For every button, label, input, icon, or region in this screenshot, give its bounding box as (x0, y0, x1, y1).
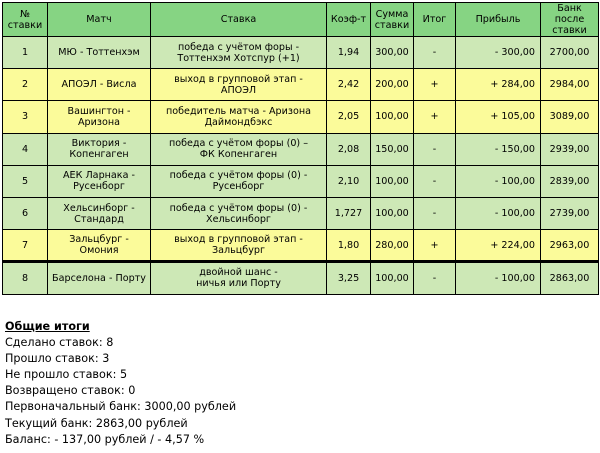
cell-coef: 2,10 (327, 165, 371, 197)
cell-num: 4 (3, 133, 48, 165)
cell-coef: 1,94 (327, 37, 371, 69)
cell-bet: двойной шанс - ничья или Порту (151, 262, 327, 294)
cell-bank: 2739,00 (541, 197, 599, 229)
header-match: Матч (48, 3, 151, 37)
cell-result: - (414, 197, 456, 229)
cell-amount: 100,00 (371, 262, 414, 294)
header-result: Итог (414, 3, 456, 37)
header-num: № ставки (3, 3, 48, 37)
cell-match: Вашингтон - Аризона (48, 101, 151, 133)
cell-bank: 2700,00 (541, 37, 599, 69)
cell-num: 2 (3, 69, 48, 101)
cell-profit: - 100,00 (456, 262, 541, 294)
cell-profit: + 284,00 (456, 69, 541, 101)
cell-profit: + 224,00 (456, 230, 541, 262)
table-row (3, 197, 599, 229)
cell-match: Хельсинборг - Стандард (48, 197, 151, 229)
cell-bet: победа с учётом форы (0) - Русенборг (151, 165, 327, 197)
cell-bank: 3089,00 (541, 101, 599, 133)
cell-match: АЕК Ларнака - Русенборг (48, 165, 151, 197)
cell-bank: 2963,00 (541, 230, 599, 262)
table-row (3, 262, 599, 294)
table-row (3, 230, 599, 262)
cell-profit: - 100,00 (456, 165, 541, 197)
cell-amount: 100,00 (371, 101, 414, 133)
summary-line: Баланс: - 137,00 рублей / - 4,57 % (5, 432, 205, 446)
cell-result: - (414, 262, 456, 294)
cell-result: - (414, 37, 456, 69)
cell-bank: 2863,00 (541, 262, 599, 294)
cell-coef: 1,727 (327, 197, 371, 229)
cell-match: МЮ - Тоттенхэм (48, 37, 151, 69)
cell-result: - (414, 165, 456, 197)
cell-profit: - 300,00 (456, 37, 541, 69)
summary-line: Не прошло ставок: 5 (5, 368, 128, 382)
cell-bank: 2984,00 (541, 69, 599, 101)
cell-coef: 2,05 (327, 101, 371, 133)
cell-bet: победа с учётом форы - Тоттенхэм Хотспур (+1) (151, 37, 327, 69)
summary-line: Прошло ставок: 3 (5, 352, 110, 366)
table-row (3, 69, 599, 101)
cell-bet: победа с учётом форы (0) – ФК Копенгаген (151, 133, 327, 165)
cell-amount: 200,00 (371, 69, 414, 101)
table-body (3, 37, 599, 295)
cell-amount: 150,00 (371, 133, 414, 165)
cell-coef: 1,80 (327, 230, 371, 262)
cell-result: + (414, 101, 456, 133)
cell-match: Виктория - Копенгаген (48, 133, 151, 165)
table-row (3, 37, 599, 69)
header-bet: Ставка (151, 3, 327, 37)
cell-num: 5 (3, 165, 48, 197)
cell-profit: - 100,00 (456, 197, 541, 229)
cell-bet: выход в групповой этап - Зальцбург (151, 230, 327, 262)
cell-result: - (414, 133, 456, 165)
summary-block (5, 319, 236, 448)
summary-lines (5, 335, 236, 448)
cell-result: + (414, 230, 456, 262)
summary-line: Возвращено ставок: 0 (5, 384, 136, 398)
cell-profit: - 150,00 (456, 133, 541, 165)
header-coef: Коэф-т (327, 3, 371, 37)
cell-num: 6 (3, 197, 48, 229)
cell-bank: 2839,00 (541, 165, 599, 197)
cell-match: Зальцбург - Омония (48, 230, 151, 262)
table-row (3, 101, 599, 133)
cell-match: АПОЭЛ - Висла (48, 69, 151, 101)
summary-line: Сделано ставок: 8 (5, 336, 114, 350)
cell-bet: победитель матча - Аризона Даймондбэкс (151, 101, 327, 133)
cell-num: 1 (3, 37, 48, 69)
summary-title: Общие итоги (5, 320, 90, 333)
cell-match: Барселона - Порту (48, 262, 151, 294)
cell-profit: + 105,00 (456, 101, 541, 133)
cell-num: 7 (3, 230, 48, 262)
bets-table (2, 2, 599, 295)
cell-num: 3 (3, 101, 48, 133)
cell-bet: выход в групповой этап - АПОЭЛ (151, 69, 327, 101)
cell-amount: 100,00 (371, 165, 414, 197)
summary-line: Первоначальный банк: 3000,00 рублей (5, 400, 237, 414)
table-row (3, 165, 599, 197)
cell-amount: 280,00 (371, 230, 414, 262)
cell-bet: победа с учётом форы (0) - Хельсинборг (151, 197, 327, 229)
cell-coef: 3,25 (327, 262, 371, 294)
cell-bank: 2939,00 (541, 133, 599, 165)
table-row (3, 133, 599, 165)
cell-result: + (414, 69, 456, 101)
cell-coef: 2,42 (327, 69, 371, 101)
header-amount: Сумма ставки (371, 3, 414, 37)
summary-line: Текущий банк: 2863,00 рублей (5, 416, 188, 430)
cell-amount: 300,00 (371, 37, 414, 69)
header-bank: Банк после ставки (541, 3, 599, 37)
table-header-row (3, 3, 599, 37)
header-profit: Прибыль (456, 3, 541, 37)
cell-num: 8 (3, 262, 48, 294)
cell-amount: 100,00 (371, 197, 414, 229)
cell-coef: 2,08 (327, 133, 371, 165)
